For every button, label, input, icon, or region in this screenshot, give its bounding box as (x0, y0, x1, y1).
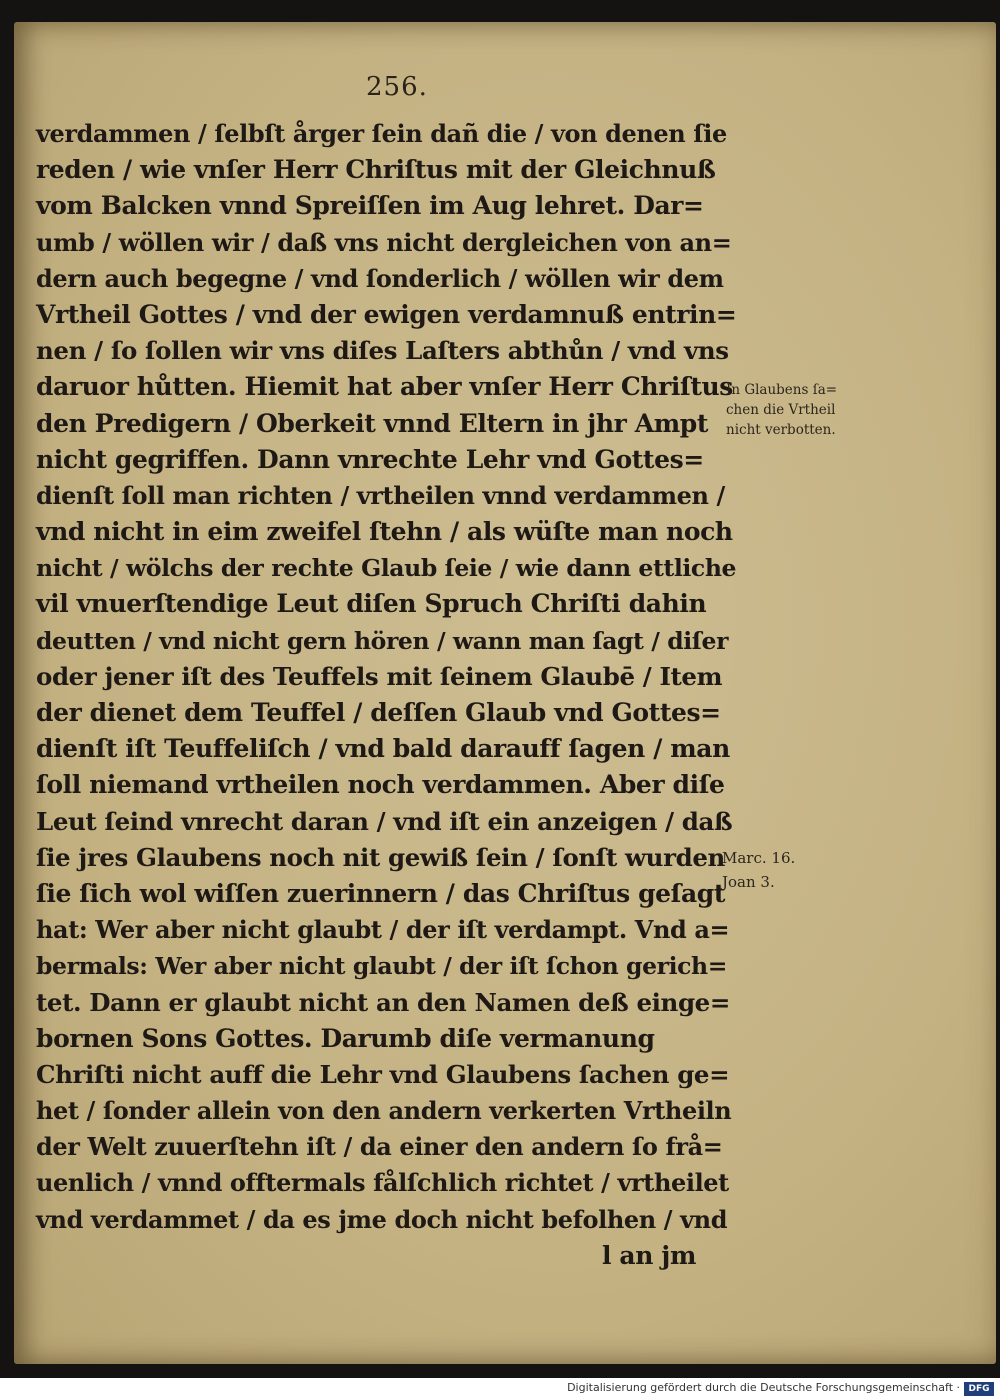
text-line: Leut ſeind vnrecht daran / vnd iſt ein anzeigen / daß (36, 806, 733, 836)
margin-note-glaubens (726, 380, 837, 440)
footer-bar (0, 1378, 1000, 1400)
text-line: nen / ſo ſollen wir vns diſes Laſters abthůn / vnd vns (36, 336, 729, 366)
text-line: nicht gegriffen. Dann vnrechte Lehr vnd Gottes= (36, 444, 704, 474)
funding-notice: Digitalisierung gefördert durch die Deutsche Forschungsgemeinschaft · (567, 1381, 960, 1394)
text-line: het / ſonder allein von den andern verkerten Vrtheiln (36, 1096, 732, 1126)
margin-note-line: In Glaubens ſa= (726, 382, 838, 398)
text-line: bermals: Wer aber nicht glaubt / der iſt ſchon gerich= (36, 952, 728, 981)
text-line: den Predigern / Oberkeit vnnd Eltern in jhr Ampt (36, 408, 708, 438)
text-line: daruor hůtten. Hiemit hat aber vnſer Herr Chriſtus (36, 372, 733, 402)
text-line: Chriſti nicht auff die Lehr vnd Glaubens ſachen ge= (36, 1059, 730, 1089)
body-text (36, 116, 736, 1274)
text-line: deutten / vnd nicht gern hören / wann man ſagt / diſer (36, 626, 729, 655)
text-line: nicht / wölchs der rechte Glaub ſeie / wie dann ettliche (36, 554, 737, 583)
book-page (14, 22, 996, 1364)
text-line: ſie jres Glaubens noch nit gewiß ſein / ſonſt wurden (36, 842, 725, 872)
text-line: verdammen / ſelbſt årger ſein dañ die / von denen ſie (36, 119, 727, 148)
dfg-logo: DFG (964, 1382, 994, 1396)
text-line: bornen Sons Gottes. Darumb diſe vermanung (36, 1023, 655, 1053)
text-line: vnd nicht in eim zweifel ſtehn / als wüſte man noch (36, 517, 733, 547)
text-line: dienſt iſt Teuffeliſch / vnd bald darauff ſagen / man (36, 734, 730, 764)
text-line: umb / wöllen wir / daß vns nicht dergleichen von an= (36, 227, 732, 257)
text-line: dern auch begegne / vnd ſonderlich / wöllen wir dem (36, 263, 724, 293)
text-line: tet. Dann er glaubt nicht an den Namen deß einge= (36, 987, 730, 1017)
margin-note-references (722, 846, 795, 894)
text-line: der dienet dem Teuffel / deſſen Glaub vnd Gottes= (36, 698, 721, 727)
margin-note-line: Joan 3. (722, 873, 775, 891)
text-line: reden / wie vnſer Herr Chriſtus mit der Gleichnuß (36, 155, 716, 185)
text-line: ſie ſich wol wiſſen zuerinnern / das Chriſtus geſagt (36, 878, 726, 908)
text-line: ſoll niemand vrtheilen noch verdammen. Aber diſe (36, 770, 725, 800)
text-line: der Welt zuuerſtehn iſt / da einer den andern ſo frå= (36, 1132, 723, 1162)
text-line: uenlich / vnnd offtermals fålſchlich richtet / vrtheilet (36, 1168, 729, 1198)
margin-note-line: chen die Vrtheil (726, 402, 836, 418)
text-line: vom Balcken vnnd Spreiſſen im Aug lehret. Dar= (36, 191, 704, 221)
text-line: vil vnuerſtendige Leut diſen Spruch Chriſti dahin (36, 589, 707, 619)
text-line: hat: Wer aber nicht glaubt / der iſt verdampt. Vnd a= (36, 915, 730, 945)
text-line: vnd verdammet / da es jme doch nicht befolhen / vnd (36, 1204, 728, 1234)
margin-note-line: Marc. 16. (722, 849, 796, 867)
page-number: 256. (366, 72, 428, 102)
margin-note-line: nicht verbotten. (726, 422, 836, 438)
text-line: dienſt ſoll man richten / vrtheilen vnnd verdammen / (36, 480, 725, 510)
catchword-line: l an jm (602, 1240, 696, 1270)
text-line: oder jener iſt des Teuffels mit ſeinem Glaubē / Item (36, 661, 723, 691)
text-line: Vrtheil Gottes / vnd der ewigen verdamnuß entrin= (36, 299, 737, 329)
